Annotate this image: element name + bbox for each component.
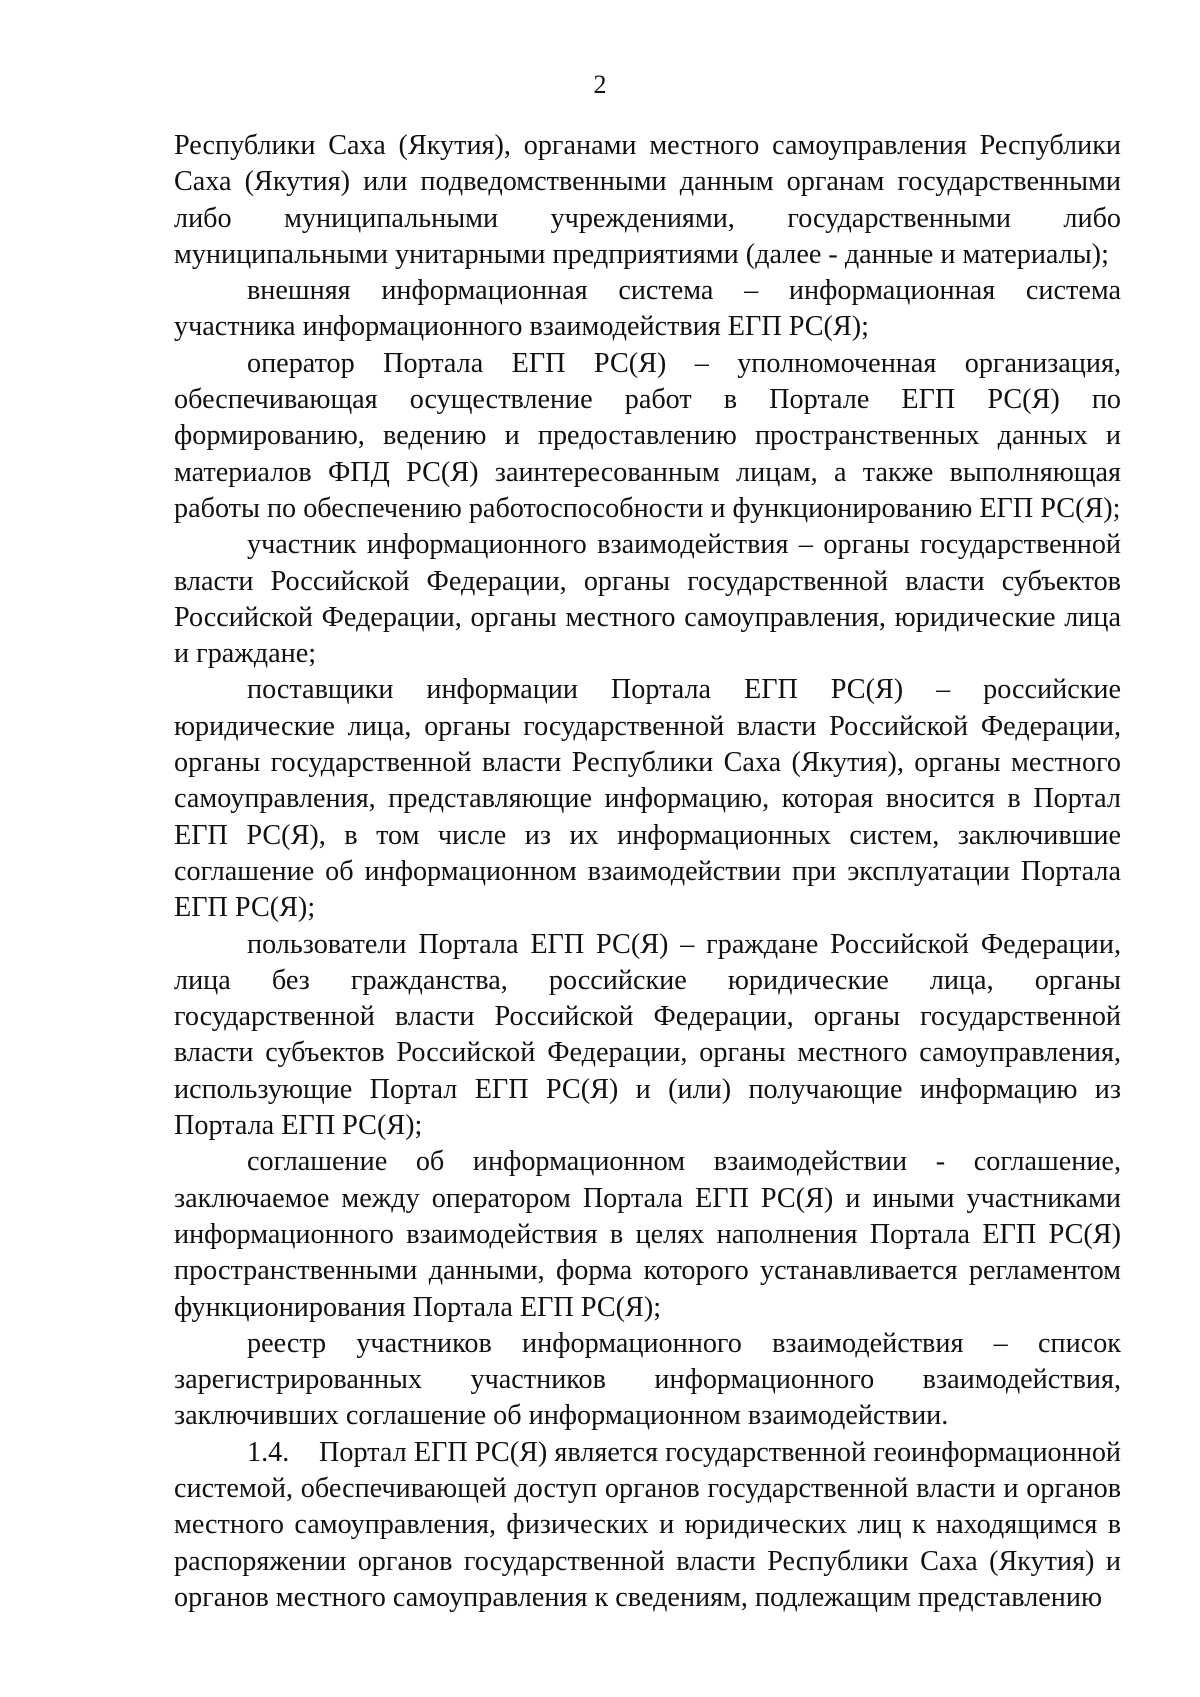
paragraph-information-providers: поставщики информации Портала ЕГП РС(Я) – российские юридические лица, органы государственной власти Российской Федерации, органы государственной власти Республики Саха (Якутия), органы местного самоуправления, представляющие информацию, которая вносится в Портал ЕГП РС(Я), в том числе из их информационных систем, заключившие соглашение об информационном взаимодействии при эксплуатации Портала ЕГП РС(Я);: [174, 674, 1121, 924]
page-number: 2: [593, 70, 607, 99]
paragraph-portal-users: пользователи Портала ЕГП РС(Я) – граждане Российской Федерации, лица без гражданства, российские юридические лица, органы государственной власти Российской Федерации, органы государственной власти субъектов Российской Федерации, органы местного самоуправления, использующие Портал ЕГП РС(Я) и (или) получающие информацию из Портала ЕГП РС(Я);: [174, 928, 1121, 1142]
paragraph-portal-operator: оператор Портала ЕГП РС(Я) – уполномоченная организация, обеспечивающая осуществление работ в Портале ЕГП РС(Я) по формированию, ведению и предоставлению пространственных данных и материалов ФПД РС(Я) заинтересованным лицам, а также выполняющая работы по обеспечению работоспособности и функционированию ЕГП РС(Я);: [174, 347, 1121, 524]
section-number: 1.4.: [247, 1436, 290, 1468]
document-body: [174, 128, 1121, 1616]
paragraph-participant-registry: реестр участников информационного взаимодействия – список зарегистрированных участников информационного взаимодействия, заключивших соглашение об информационном взаимодействии.: [174, 1327, 1121, 1432]
paragraph-external-information-system: внешняя информационная система – информационная система участника информационного взаимодействия ЕГП РС(Я);: [174, 275, 1121, 343]
paragraph-interaction-agreement: соглашение об информационном взаимодействии - соглашение, заключаемое между оператором Портала ЕГП РС(Я) и иными участниками информационного взаимодействия в целях наполнения Портала ЕГП РС(Я) пространственными данными, форма которого устанавливается регламентом функционирования Портала ЕГП РС(Я);: [174, 1146, 1121, 1323]
section-1-4: [174, 1435, 1121, 1616]
paragraph-interaction-participant: участник информационного взаимодействия – органы государственной власти Российской Федерации, органы государственной власти субъектов Российской Федерации, органы местного самоуправления, юридические лица и граждане;: [174, 529, 1121, 670]
section-text: Портал ЕГП РС(Я) является государственной геоинформационной системой, обеспечивающей доступ органов государственной власти и органов местного самоуправления, физических и юридических лиц к находящимся в распоряжении органов государственной власти Республики Саха (Якутия) и органов местного самоуправления к сведениям, подлежащим представлению: [174, 1436, 1121, 1613]
paragraph-continuation: Республики Саха (Якутия), органами местного самоуправления Республики Саха (Якутия) или подведомственными данным органам государственными либо муниципальными учреждениями, государственными либо муниципальными унитарными предприятиями (далее - данные и материалы);: [174, 130, 1121, 270]
